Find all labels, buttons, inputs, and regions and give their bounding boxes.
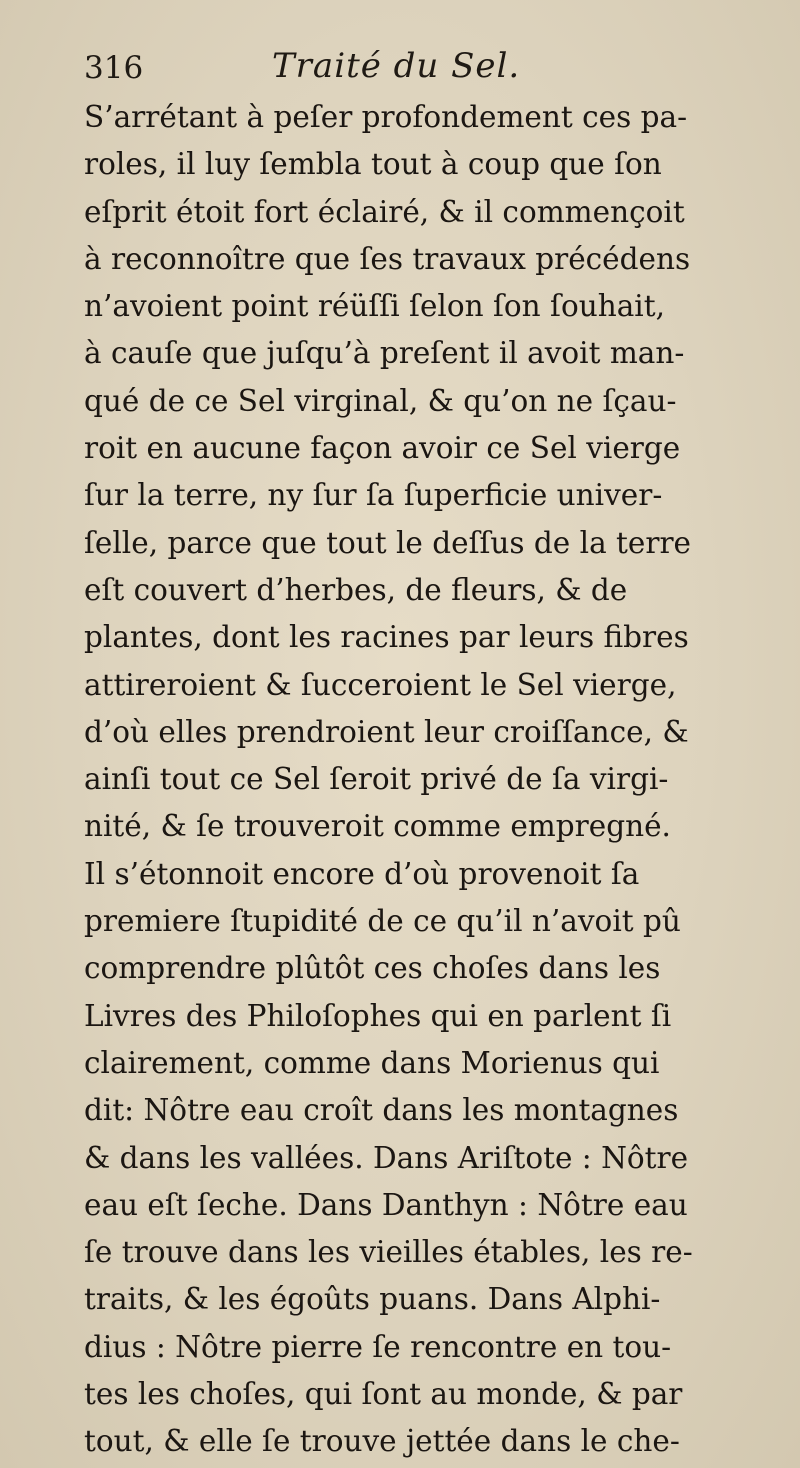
text-line: & dans les vallées. Dans Ariſtote : Nôtre [84,1140,689,1175]
text-line: dit: Nôtre eau croît dans les montagnes [84,1093,679,1128]
text-line: eſprit étoit fort éclairé, & il commençoit [84,194,685,229]
text-line: attireroient & ſucceroient le Sel vierge, [84,667,677,702]
text-line: tes les choſes, qui ſont au monde, & par [84,1377,683,1412]
text-line: dius : Nôtre pierre ſe rencontre en tou- [84,1329,672,1364]
text-line: nité, & ſe trouveroit comme empregné. [84,809,671,844]
text-line: ſur la terre, ny ſur ſa ſuperficie univer- [84,478,663,513]
running-title: Traité du Sel. [272,46,521,86]
text-line: premiere ſtupidité de ce qu’il n’avoit pû [84,904,681,939]
text-line: ainſi tout ce Sel ſeroit privé de ſa virgi- [84,762,669,797]
text-line: traits, & les égoûts puans. Dans Alphi- [84,1282,661,1317]
text-line: clairement, comme dans Morienus qui [84,1045,660,1080]
text-line: à cauſe que juſqu’à preſent il avoit man- [84,336,685,371]
text-line: plantes, dont les racines par leurs fibres [84,620,689,655]
text-line: comprendre plûtôt ces choſes dans les [84,951,661,986]
text-line: qué de ce Sel virginal, & qu’on ne ſçau- [84,383,677,418]
text-line: d’où elles prendroient leur croiſſance, & [84,714,689,749]
text-line: tout, & elle ſe trouve jettée dans le che- [84,1424,680,1459]
text-line: eau eſt ſeche. Dans Danthyn : Nôtre eau [84,1187,688,1222]
text-line: ſe trouve dans les vieilles étables, les re- [84,1235,693,1270]
text-line: roles, il luy ſembla tout à coup que ſon [84,147,662,182]
text-line: eſt couvert d’herbes, de fleurs, & de [84,572,628,607]
text-line: roit en aucune façon avoir ce Sel vierge [84,431,681,466]
page-header [84,46,704,96]
text-line: n’avoient point réüſſi ſelon ſon ſouhait, [84,289,665,324]
text-line: à reconnoître que ſes travaux précédens [84,241,691,276]
body-text [84,94,774,1466]
text-line: Il s’étonnoit encore d’où provenoit ſa [84,856,640,891]
page-number: 316 [84,50,144,86]
text-line: S’arrétant à peſer profondement ces pa- [84,100,688,134]
text-line: ſelle, parce que tout le deſſus de la terre [84,525,692,560]
text-line: Livres des Philoſophes qui en parlent ſi [84,998,672,1033]
